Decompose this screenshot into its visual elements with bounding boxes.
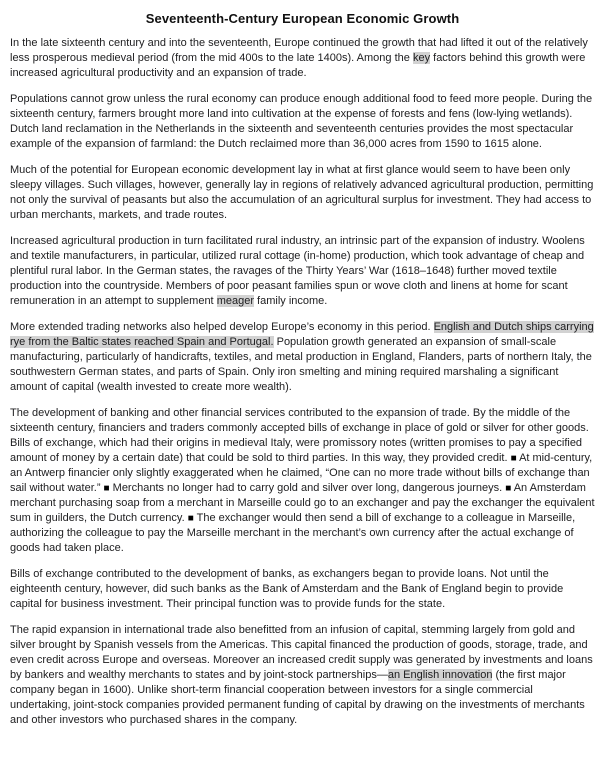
text-segment: Bills of exchange contributed to the development of banks, as exchangers began to provide loans. Not until the eighteenth century, however, did such banks as the Bank of Amsterdam and the Bank of England begin to provide capital for business investment. Their principal function was to provide funds for the state.: [10, 568, 564, 610]
paragraph: [10, 320, 595, 395]
text-segment: The development of banking and other financial services contributed to the expansion of trade. By the middle of the sixteenth century, financiers and traders commonly accepted bills of exchange in place of gold or silver for other goods. Bills of exchange, which had their origins in medieval Italy, were promissory notes (written promises to pay a specified amount of money by a certain date) that could be sold to third parties. In this way, they provided credit.: [10, 407, 589, 464]
text-segment: Much of the potential for European economic development lay in what at first glance would seem to have been only sleepy villages. Such villages, however, generally lay in regions of relatively advanced agricultural production, permitting not only the survival of peasants but also the accumulation of an agricultural surplus for investment. They had access to urban merchants, markets, and trade routes.: [10, 164, 594, 221]
text-segment: At mid-century, an Antwerp financier only slightly exaggerated when he claimed, “One can no more trade without bills of exchange than sail without water.”: [10, 452, 593, 494]
passage-body: [10, 36, 595, 728]
paragraph: [10, 406, 595, 556]
sentence-insert-marker-icon[interactable]: ■: [505, 483, 512, 494]
text-segment: factors behind this growth were increased agricultural productivity and an expansion of trade.: [10, 52, 586, 79]
highlighted-text: English and Dutch ships carrying rye from the Baltic states reached Spain and Portugal.: [10, 321, 594, 348]
text-segment: The exchanger would then send a bill of exchange to a colleague in Marseille, authorizing the colleague to pay the Marseille merchant in the merchant’s own currency after the actual exchange of goods had taken place.: [10, 512, 576, 554]
highlighted-text: an English innovation: [387, 669, 493, 681]
text-segment: Populations cannot grow unless the rural economy can produce enough additional food to feed more people. During the sixteenth century, farmers brought more land into cultivation at the expense of forests and fens (low-lying wetlands). Dutch land reclamation in the Netherlands in the sixteenth and seventeenth centuries provides the most spectacular example of the expansion of farmland: the Dutch reclaimed more than 36,000 acres from 1590 to 1615 alone.: [10, 93, 593, 150]
sentence-insert-marker-icon[interactable]: ■: [510, 453, 517, 464]
text-segment: Merchants no longer had to carry gold and silver over long, dangerous journeys.: [109, 482, 506, 494]
passage-title: Seventeenth-Century European Economic Growth: [145, 11, 460, 26]
text-segment: (the first major company began in 1600). Unlike short-term financial cooperation between investors for a single commercial undertaking, joint-stock companies provided permanent funding of capital by drawing on the investments of merchants and other investors who purchased shares in the company.: [10, 669, 585, 726]
text-segment: An Amsterdam merchant purchasing soap from a merchant in Marseille could go to an exchanger and pay the exchanger the equivalent sum in guilders, the Dutch currency.: [10, 482, 595, 524]
paragraph: [10, 567, 595, 612]
paragraph: [10, 623, 595, 728]
highlighted-text: meager: [216, 295, 254, 307]
text-segment: family income.: [253, 295, 328, 307]
text-segment: Population growth generated an expansion of small-scale manufacturing, particularly of handicrafts, textiles, and metal production in England, Flanders, parts of northern Italy, the southwestern German states, and parts of Spain. Only iron smelting and mining required marshaling a significant amount of capital (wealth invested to create more wealth).: [10, 336, 592, 393]
paragraph: [10, 36, 595, 81]
paragraph: [10, 163, 595, 223]
sentence-insert-marker-icon[interactable]: ■: [103, 483, 110, 494]
paragraph: [10, 234, 595, 309]
paragraph: [10, 92, 595, 152]
text-segment: More extended trading networks also helped develop Europe’s economy in this period.: [10, 321, 434, 333]
text-segment: Increased agricultural production in turn facilitated rural industry, an intrinsic part of the expansion of industry. Woolens and textile manufacturers, in particular, utilized rural cottage (in-home) production, which took advantage of cheap and plentiful rural labor. In the German states, the ravages of the Thirty Years’ War (1618–1648) further moved textile production into the countryside. Members of poor peasant families spun or wove cloth and linens at home for scant remuneration in an attempt to supplement: [10, 235, 585, 307]
highlighted-text: key: [412, 52, 431, 64]
text-segment: The rapid expansion in international trade also benefitted from an infusion of capital, stemming largely from gold and silver brought by Spanish vessels from the Americas. This capital financed the production of goods, storage, trade, and even credit across Europe and overseas. Moreover an increased credit supply was generated by investments and loans by bankers and wealthy merchants to states and by joint-stock partnerships—: [10, 624, 593, 681]
text-segment: In the late sixteenth century and into the seventeenth, Europe continued the growth that had lifted it out of the relatively less prosperous medieval period (from the mid 400s to the late 1400s). Among the: [10, 37, 588, 64]
sentence-insert-marker-icon[interactable]: ■: [187, 513, 194, 524]
